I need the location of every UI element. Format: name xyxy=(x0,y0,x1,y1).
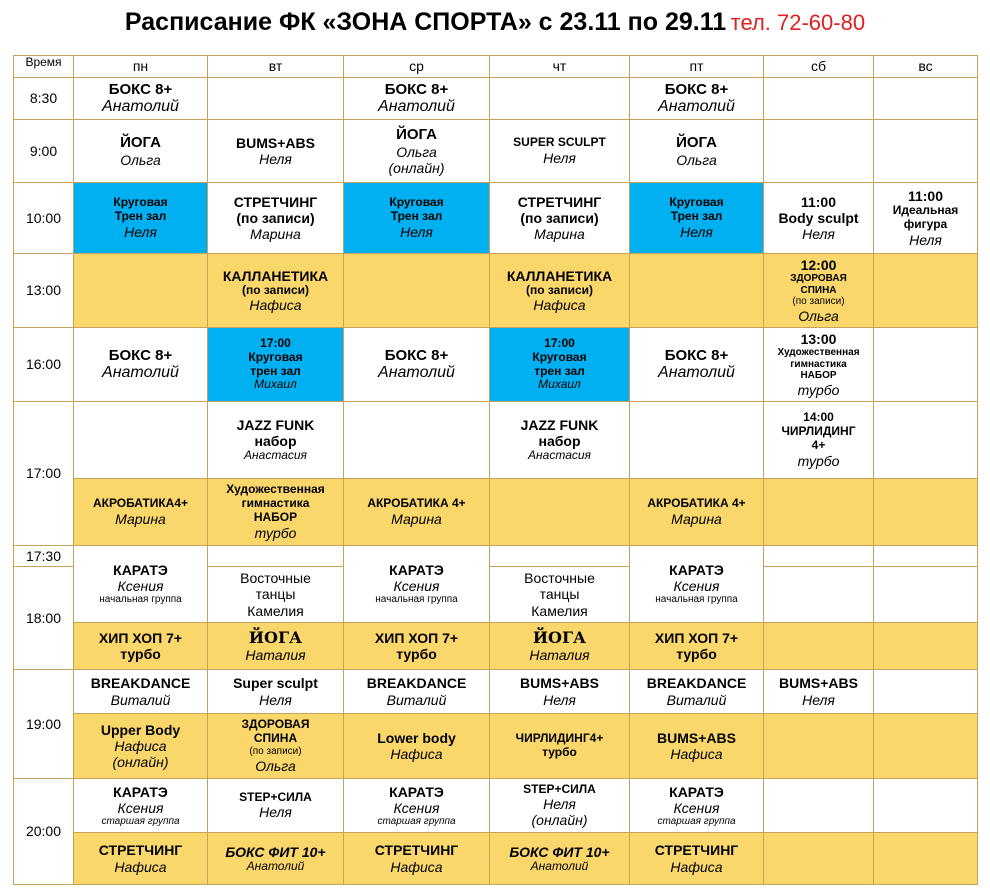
class-name: BUMS+ABS xyxy=(779,675,858,692)
class-cell-fri xyxy=(630,328,764,402)
row-0830 xyxy=(14,78,978,120)
class-name: Круговая xyxy=(248,349,303,364)
class-cell-wed xyxy=(344,120,490,183)
class-level: турбо xyxy=(542,745,577,759)
class-name: Круговая xyxy=(113,195,168,210)
row-2000-b xyxy=(14,833,978,885)
class-note: (онлайн) xyxy=(112,754,169,771)
class-cell-wed xyxy=(344,479,490,546)
class-note: начальная группа xyxy=(655,594,738,606)
time-cell: 13:00 xyxy=(14,254,74,328)
class-place: Трен зал xyxy=(114,208,167,223)
empty-cell xyxy=(874,546,978,567)
instructor: Нафиса xyxy=(114,737,167,754)
class-name: КАЛЛАНЕТИКА xyxy=(506,267,613,284)
instructor: Марина xyxy=(391,510,442,527)
class-note: (по записи) xyxy=(520,209,599,226)
class-note: начальная группа xyxy=(375,594,458,606)
class-name: КАРАТЭ xyxy=(669,562,724,579)
class-note: (онлайн) xyxy=(388,159,445,176)
instructor: Камелия xyxy=(531,602,588,619)
class-cell-thu xyxy=(490,254,630,328)
class-name-2: гимнастика xyxy=(241,496,310,511)
class-cell-thu xyxy=(490,714,630,779)
class-note: старшая группа xyxy=(377,815,456,827)
class-note: НАБОР xyxy=(253,509,298,524)
empty-cell xyxy=(764,833,874,885)
class-name: BREAKDANCE xyxy=(646,675,747,692)
class-name: ЙОГА xyxy=(532,627,587,647)
class-name: BUMS+ABS xyxy=(657,729,736,746)
class-cell-sat xyxy=(764,328,874,402)
empty-cell xyxy=(208,546,344,567)
class-name: BREAKDANCE xyxy=(366,675,467,692)
class-cell-sat xyxy=(764,402,874,479)
empty-cell xyxy=(764,78,874,120)
class-name: ЙОГА xyxy=(396,126,437,144)
row-2000 xyxy=(14,779,978,833)
class-cell-mon xyxy=(74,78,208,120)
empty-cell xyxy=(630,254,764,328)
class-name: Круговая xyxy=(532,349,587,364)
class-name: Upper Body xyxy=(100,721,181,738)
instructor: Неля xyxy=(124,223,157,240)
empty-cell xyxy=(874,779,978,833)
empty-cell xyxy=(874,402,978,479)
class-name: Художественная xyxy=(226,482,325,497)
instructor: Анатолий xyxy=(658,97,735,115)
class-name: Body sculpt xyxy=(778,209,859,226)
class-name: БОКС ФИТ 10+ xyxy=(509,843,610,860)
instructor: Нафиса xyxy=(390,746,443,762)
class-name: КАРАТЭ xyxy=(113,783,168,800)
class-cell-mon xyxy=(74,328,208,402)
class-name-2: гимнастика xyxy=(790,358,847,370)
instructor: Анатолий xyxy=(658,363,735,381)
class-note: набор xyxy=(254,433,297,450)
class-place: трен зал xyxy=(250,363,301,378)
time-cell: 8:30 xyxy=(14,78,74,120)
empty-cell xyxy=(630,402,764,479)
class-name: BUMS+ABS xyxy=(236,134,315,151)
class-cell-thu xyxy=(490,567,630,623)
class-name: Восточные xyxy=(524,570,595,587)
row-1600 xyxy=(14,328,978,402)
col-header-tue: вт xyxy=(208,56,344,78)
row-1900 xyxy=(14,670,978,714)
class-name: СТРЕТЧИНГ xyxy=(517,193,602,210)
instructor: Наталия xyxy=(529,647,590,664)
row-1900-b xyxy=(14,714,978,779)
instructor: Неля xyxy=(543,149,576,166)
class-cell-tue xyxy=(208,328,344,402)
class-name: КАРАТЭ xyxy=(113,562,168,579)
class-cell-wed xyxy=(344,546,490,623)
empty-cell xyxy=(874,479,978,546)
instructor: Наталия xyxy=(245,647,306,664)
class-cell-thu xyxy=(490,183,630,254)
empty-cell xyxy=(490,546,630,567)
instructor: Ксения xyxy=(117,578,164,595)
time-cell: 9:00 xyxy=(14,120,74,183)
class-name: СТРЕТЧИНГ xyxy=(654,842,739,859)
class-cell-tue xyxy=(208,623,344,670)
class-note: (по записи) xyxy=(241,282,310,297)
instructor: Виталий xyxy=(110,691,171,708)
schedule-title: Расписание ФК «ЗОНА СПОРТА» с 23.11 по 29.11 xyxy=(124,8,727,36)
class-cell-thu xyxy=(490,402,630,479)
class-cell-wed xyxy=(344,779,490,833)
class-name: СТРЕТЧИНГ xyxy=(233,193,318,210)
class-name: Круговая xyxy=(389,195,444,210)
class-cell-fri xyxy=(630,546,764,623)
instructor: Ольга xyxy=(676,151,717,168)
class-cell-wed xyxy=(344,670,490,714)
instructor: Неля xyxy=(259,804,292,821)
instructor: Ольга xyxy=(396,143,437,160)
class-name: ЗДОРОВАЯ xyxy=(790,273,847,285)
class-name: БОКС 8+ xyxy=(664,346,729,364)
instructor: Неля xyxy=(543,691,576,708)
class-name: БОКС 8+ xyxy=(384,346,449,364)
empty-cell xyxy=(874,670,978,714)
instructor: Нафиса xyxy=(114,858,167,875)
instructor: Ксения xyxy=(393,799,440,816)
class-name: АКРОБАТИКА 4+ xyxy=(647,496,746,511)
class-name: ХИП ХОП 7+ xyxy=(374,629,459,646)
row-1700 xyxy=(14,402,978,479)
instructor: Неля xyxy=(543,796,576,813)
class-cell-thu xyxy=(490,833,630,885)
class-name: ЧИРЛИДИНГ xyxy=(781,424,856,439)
class-cell-fri xyxy=(630,183,764,254)
class-cell-tue xyxy=(208,670,344,714)
class-note: старшая группа xyxy=(101,815,180,827)
class-name: СТРЕТЧИНГ xyxy=(374,842,459,859)
instructor: Виталий xyxy=(666,691,727,708)
instructor: Михаил xyxy=(538,377,581,392)
instructor: Нафиса xyxy=(670,858,723,875)
class-name: JAZZ FUNK xyxy=(520,417,599,433)
class-name: JAZZ FUNK xyxy=(236,417,315,433)
class-name: ХИП ХОП 7+ xyxy=(654,629,739,646)
class-cell-tue xyxy=(208,714,344,779)
class-cell-mon xyxy=(74,779,208,833)
class-level: турбо xyxy=(120,646,161,662)
class-cell-mon xyxy=(74,623,208,670)
instructor: Неля xyxy=(802,691,835,708)
class-name: ЙОГА xyxy=(248,627,303,647)
time-cell: 18:00 xyxy=(14,567,74,670)
instructor: Ксения xyxy=(673,578,720,595)
class-time: 17:00 xyxy=(544,335,575,350)
class-level: турбо xyxy=(676,646,717,662)
row-1730 xyxy=(14,546,978,567)
instructor: Анатолий xyxy=(246,858,305,873)
class-name: АКРОБАТИКА 4+ xyxy=(367,496,466,511)
empty-cell xyxy=(490,479,630,546)
empty-cell xyxy=(874,120,978,183)
class-cell-fri xyxy=(630,120,764,183)
time-cell: 16:00 xyxy=(14,328,74,402)
class-cell-fri xyxy=(630,670,764,714)
time-cell: 17:00 xyxy=(14,402,74,546)
class-name: КАРАТЭ xyxy=(669,783,724,800)
header-row xyxy=(14,56,978,78)
class-name-2: фигура xyxy=(903,217,948,231)
time-cell: 20:00 xyxy=(14,779,74,885)
instructor: Анастасия xyxy=(528,448,591,463)
phone-number: тел. 72-60-80 xyxy=(730,10,866,35)
instructor: Неля xyxy=(259,691,292,708)
class-name: СТРЕТЧИНГ xyxy=(98,842,183,859)
class-note: (по записи) xyxy=(236,209,315,226)
empty-cell xyxy=(874,714,978,779)
class-note: (по записи) xyxy=(792,296,845,308)
empty-cell xyxy=(74,254,208,328)
instructor: Нафиса xyxy=(390,858,443,875)
class-name: БОКС 8+ xyxy=(664,80,729,98)
row-0900 xyxy=(14,120,978,183)
empty-cell xyxy=(874,328,978,402)
class-cell-sat xyxy=(764,254,874,328)
class-cell-wed xyxy=(344,623,490,670)
empty-cell xyxy=(874,833,978,885)
class-cell-tue xyxy=(208,402,344,479)
class-name: КАЛЛАНЕТИКА xyxy=(222,267,329,284)
empty-cell xyxy=(874,78,978,120)
class-name: ЙОГА xyxy=(120,134,161,152)
row-1300 xyxy=(14,254,978,328)
class-name: БОКС 8+ xyxy=(108,346,173,364)
instructor: Марина xyxy=(250,226,301,243)
class-cell-wed xyxy=(344,714,490,779)
class-cell-fri xyxy=(630,714,764,779)
instructor: Михаил xyxy=(254,377,297,392)
class-cell-sat xyxy=(764,670,874,714)
class-level: турбо xyxy=(254,524,297,541)
class-place: Трен зал xyxy=(390,208,443,223)
class-cell-wed xyxy=(344,78,490,120)
instructor: Анатолий xyxy=(378,363,455,381)
class-name: БОКС 8+ xyxy=(108,80,173,98)
empty-cell xyxy=(74,402,208,479)
class-time: 12:00 xyxy=(800,257,837,274)
row-1700-b xyxy=(14,479,978,546)
class-name: ЙОГА xyxy=(676,134,717,152)
class-cell-thu xyxy=(490,328,630,402)
instructor: Ксения xyxy=(393,578,440,595)
instructor: Нафиса xyxy=(533,297,586,314)
class-name-2: СПИНА xyxy=(253,731,298,746)
class-name: ЧИРЛИДИНГ4+ xyxy=(515,731,604,746)
instructor: Виталий xyxy=(386,691,447,708)
class-cell-tue xyxy=(208,254,344,328)
empty-cell xyxy=(344,402,490,479)
col-header-thu: чт xyxy=(490,56,630,78)
class-name: Lower body xyxy=(377,729,456,746)
class-cell-sat xyxy=(764,183,874,254)
class-cell-mon xyxy=(74,120,208,183)
col-header-sun: вс xyxy=(874,56,978,78)
empty-cell xyxy=(764,120,874,183)
class-cell-mon xyxy=(74,714,208,779)
class-cell-wed xyxy=(344,328,490,402)
class-place: трен зал xyxy=(534,363,585,378)
instructor: Анатолий xyxy=(378,97,455,115)
class-cell-fri xyxy=(630,833,764,885)
row-1800-b xyxy=(14,623,978,670)
time-cell: 10:00 xyxy=(14,183,74,254)
instructor: Ольга xyxy=(255,757,296,774)
class-name: Круговая xyxy=(669,195,724,210)
instructor: Марина xyxy=(115,510,166,527)
col-header-mon: пн xyxy=(74,56,208,78)
empty-cell xyxy=(764,479,874,546)
class-name: БОКС 8+ xyxy=(384,80,449,98)
empty-cell xyxy=(764,623,874,670)
class-name: Художественная xyxy=(777,347,860,359)
class-cell-fri xyxy=(630,779,764,833)
class-name-2: СПИНА xyxy=(800,284,837,296)
instructor: Анатолий xyxy=(102,97,179,115)
instructor: Нафиса xyxy=(670,746,723,762)
class-level: турбо xyxy=(396,646,437,662)
class-note: (по записи) xyxy=(525,282,594,297)
class-note: (по записи) xyxy=(249,746,302,757)
instructor: Анатолий xyxy=(102,363,179,381)
class-level: турбо xyxy=(797,381,840,398)
class-note: НАБОР xyxy=(800,370,837,382)
class-cell-tue xyxy=(208,183,344,254)
class-name: SUPER SCULPT xyxy=(513,135,606,150)
class-name: БОКС ФИТ 10+ xyxy=(225,843,326,860)
class-time: 11:00 xyxy=(907,188,944,205)
col-header-wed: ср xyxy=(344,56,490,78)
instructor: Анатолий xyxy=(530,858,589,873)
class-name: BUMS+ABS xyxy=(520,675,599,692)
class-time: 14:00 xyxy=(803,410,834,425)
instructor: Ольга xyxy=(120,151,161,168)
empty-cell xyxy=(764,567,874,623)
class-cell-mon xyxy=(74,670,208,714)
class-note: набор xyxy=(538,433,581,450)
class-name: КАРАТЭ xyxy=(389,783,444,800)
class-name: ЗДОРОВАЯ xyxy=(241,717,310,732)
class-place: Трен зал xyxy=(670,208,723,223)
empty-cell xyxy=(874,567,978,623)
instructor: Ольга xyxy=(798,307,839,324)
empty-cell xyxy=(764,779,874,833)
row-1000 xyxy=(14,183,978,254)
page-title xyxy=(0,0,990,48)
class-cell-sun xyxy=(874,183,978,254)
class-cell-mon xyxy=(74,833,208,885)
class-time: 17:00 xyxy=(260,335,291,350)
class-cell-tue xyxy=(208,479,344,546)
class-cell-thu xyxy=(490,779,630,833)
class-cell-wed xyxy=(344,183,490,254)
schedule-table xyxy=(13,55,978,885)
class-cell-thu xyxy=(490,120,630,183)
class-cell-fri xyxy=(630,479,764,546)
col-header-sat: сб xyxy=(764,56,874,78)
class-cell-fri xyxy=(630,78,764,120)
instructor: Неля xyxy=(400,223,433,240)
empty-cell xyxy=(208,78,344,120)
class-time: 13:00 xyxy=(800,331,837,348)
instructor: Нафиса xyxy=(249,297,302,314)
class-cell-mon xyxy=(74,479,208,546)
class-name: BREAKDANCE xyxy=(90,675,191,692)
class-cell-tue xyxy=(208,779,344,833)
class-level: турбо xyxy=(797,452,840,469)
class-note: старшая группа xyxy=(657,815,736,827)
empty-cell xyxy=(764,714,874,779)
class-cell-tue xyxy=(208,833,344,885)
empty-cell xyxy=(344,254,490,328)
instructor: Неля xyxy=(802,226,835,243)
instructor: Неля xyxy=(259,151,292,167)
instructor: Марина xyxy=(534,226,585,243)
class-name: АКРОБАТИКА4+ xyxy=(92,496,189,511)
empty-cell xyxy=(490,78,630,120)
class-name: STEP+СИЛА xyxy=(523,781,596,796)
class-note: (онлайн) xyxy=(531,812,588,829)
class-cell-thu xyxy=(490,623,630,670)
class-name: Super sculpt xyxy=(233,675,318,692)
class-cell-tue xyxy=(208,567,344,623)
class-age: 4+ xyxy=(811,437,826,452)
instructor: Анастасия xyxy=(244,448,307,463)
col-header-fri: пт xyxy=(630,56,764,78)
class-time: 11:00 xyxy=(800,193,837,210)
time-cell: 17:30 xyxy=(14,546,74,567)
class-note: начальная группа xyxy=(99,594,182,606)
instructor: Марина xyxy=(671,510,722,527)
class-cell-tue xyxy=(208,120,344,183)
time-cell: 19:00 xyxy=(14,670,74,779)
class-cell-mon xyxy=(74,183,208,254)
class-name: Идеальная xyxy=(892,203,959,218)
instructor: Неля xyxy=(909,231,942,248)
class-name: ХИП ХОП 7+ xyxy=(98,629,183,646)
class-cell-fri xyxy=(630,623,764,670)
empty-cell xyxy=(764,546,874,567)
empty-cell xyxy=(874,254,978,328)
class-cell-wed xyxy=(344,833,490,885)
class-name-2: танцы xyxy=(255,586,296,603)
empty-cell xyxy=(874,623,978,670)
class-cell-thu xyxy=(490,670,630,714)
class-name: КАРАТЭ xyxy=(389,562,444,579)
instructor: Ксения xyxy=(117,799,164,816)
class-name: Восточные xyxy=(240,570,311,587)
class-name: STEP+СИЛА xyxy=(239,789,312,804)
instructor: Неля xyxy=(680,223,713,240)
instructor: Камелия xyxy=(247,602,304,619)
col-header-time: Время xyxy=(14,56,74,78)
class-cell-mon xyxy=(74,546,208,623)
class-name-2: танцы xyxy=(539,586,580,603)
instructor: Ксения xyxy=(673,799,720,816)
